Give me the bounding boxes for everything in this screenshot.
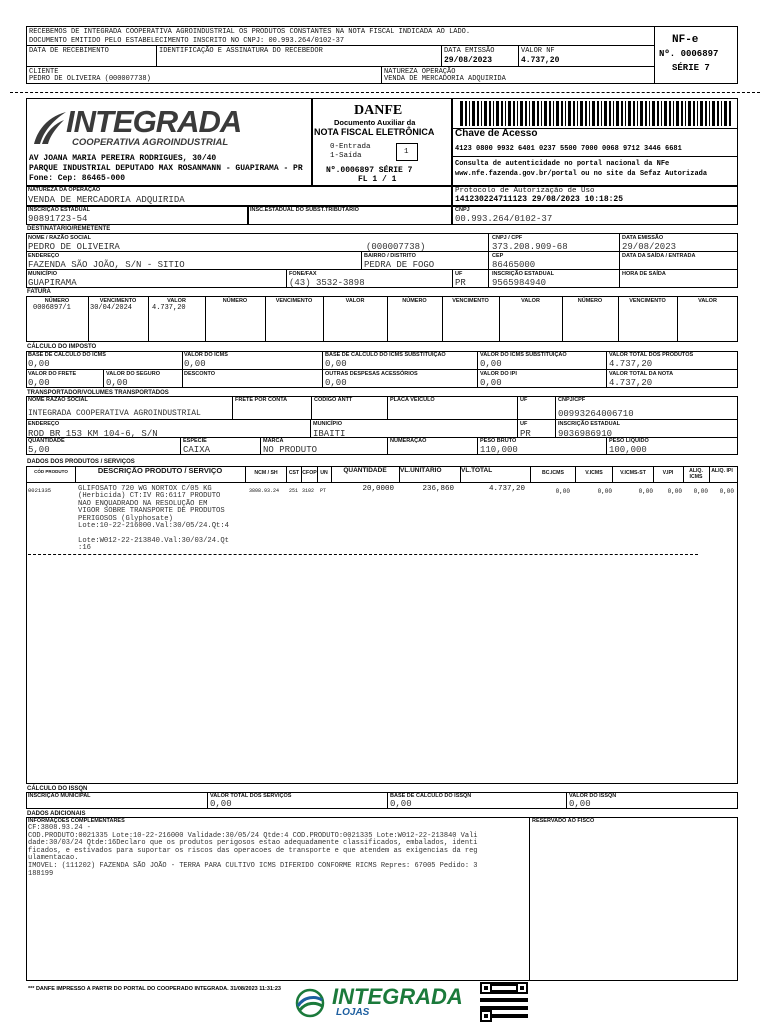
natureza-canhoto-value: VENDA DE MERCADORIA ADQUIRIDA: [384, 75, 506, 83]
hdr-ncm: NCM / SH: [254, 470, 278, 476]
issqn-bc-label: BASE DE CÁLCULO DO ISSQN: [390, 793, 472, 799]
fatura-valor-value: 4.737,20: [152, 304, 186, 312]
natureza-canhoto-label: NATUREZA OPERAÇÃO: [384, 68, 456, 76]
protocolo-label: Protocolo de Autorização de Uso: [455, 187, 595, 195]
hdr-cod: CÓD PRODUTO: [34, 469, 68, 474]
issqn-bc-value: 0,00: [390, 799, 412, 809]
dest-fone-value: (43) 3532-3898: [289, 278, 365, 288]
dest-fone-label: FONE/FAX: [289, 271, 317, 277]
issqn-v-serv-label: VALOR TOTAL DOS SERVIÇOS: [210, 793, 292, 799]
hdr-v-ipi: V.IPI: [662, 470, 674, 476]
item-ncm: 3808.93.24: [249, 488, 280, 494]
transp-endereco-label: ENDEREÇO: [28, 421, 60, 427]
v-ipi-value: 0,00: [480, 378, 502, 388]
v-frete-label: VALOR DO FRETE: [28, 371, 77, 377]
issqn-v-serv-value: 0,00: [210, 799, 232, 809]
v-st-label: VALOR DO ICMS SUBSTITUIÇÃO: [480, 352, 567, 358]
rodape-logo-sub: LOJAS: [336, 1007, 370, 1018]
nfe-numero: Nº. 0006897: [659, 49, 719, 59]
fatura-section: FATURA: [27, 289, 51, 295]
data-recebimento-label: DATA DE RECEBIMENTO: [29, 47, 109, 55]
danfe-folha: FL 1 / 1: [358, 175, 397, 184]
fatura-col-label: NÚMERO: [577, 298, 603, 304]
emitente-logo-sub: COOPERATIVA AGROINDUSTRIAL: [72, 137, 229, 148]
nfe-title: NF-e: [672, 34, 699, 46]
v-prod-label: VALOR TOTAL DOS PRODUTOS: [609, 352, 694, 358]
emitente-bairro: PARQUE INDUSTRIAL DEPUTADO MAX ROSANMANN - GUAPIRAMA - PR: [29, 164, 303, 173]
hdr-vl-total: VL.TOTAL: [461, 467, 493, 474]
transp-cnpj-value: 00993264006710: [558, 409, 634, 419]
transp-municipio-value: IBAITI: [313, 429, 346, 439]
chave-consulta2: www.nfe.fazenda.gov.br/portal ou no site da Sefaz Autorizada: [455, 170, 708, 178]
cliente-label: CLIENTE: [29, 68, 59, 76]
fatura-col-label: NÚMERO: [222, 298, 248, 304]
fatura-vencimento-value: 30/04/2024: [90, 304, 133, 312]
emitente-fone: Fone: Cep: 86465-000: [29, 174, 126, 183]
transp-ie-value: 9036986910: [558, 429, 613, 439]
transp-placa-label: PLACA VEÍCULO: [390, 397, 435, 403]
transp-ie-label: INSCRIÇÃO ESTADUAL: [558, 421, 620, 427]
reservado-fisco-label: RESERVADO AO FISCO: [532, 818, 595, 824]
dest-uf-label: UF: [455, 271, 463, 277]
chave-label: Chave de Acesso: [455, 128, 538, 139]
hdr-v-icms-st: V.ICMS-ST: [620, 470, 646, 476]
hdr-bc-icms: BC.ICMS: [542, 470, 564, 476]
hdr-descricao: DESCRIÇÃO PRODUTO / SERVIÇO: [97, 466, 223, 475]
fatura-numero-value: 0006897/1: [33, 304, 71, 312]
item-quantidade: 20,0000: [362, 485, 394, 493]
item-aliq-ipi: 0,00: [719, 488, 734, 495]
transp-uf2-label: UF: [520, 421, 528, 427]
v-prod-value: 4.737,20: [609, 359, 653, 369]
danfe-entrada: 0-Entrada: [330, 143, 371, 151]
v-ipi-label: VALOR DO IPI: [480, 371, 517, 377]
transp-frete-label: FRETE POR CONTA: [235, 397, 288, 403]
emitente-logo-text: INTEGRADA: [66, 104, 242, 139]
item-vl-unitario: 236,860: [422, 485, 454, 493]
fatura-col-label: VALOR: [167, 298, 186, 304]
hdr-vl-unitario: VL.UNITÁRIO: [400, 467, 442, 474]
identificacao-label: IDENTIFICAÇÃO E ASSINATURA DO RECEBEDOR: [159, 47, 323, 55]
transp-uf2-value: PR: [520, 429, 531, 439]
v-seguro-value: 0,00: [106, 378, 128, 388]
data-emissao-value: 29/08/2023: [444, 56, 493, 65]
ie-value: 90891723-54: [28, 214, 88, 224]
v-frete-value: 0,00: [28, 378, 50, 388]
transp-peso-bruto-label: PESO BRUTO: [480, 438, 517, 444]
dest-cnpj-value: 373.208.909-68: [492, 242, 568, 252]
ie-st-label: INSC.ESTADUAL DO SUBST.TRIBUTÁRIO: [250, 207, 359, 213]
canhoto-documento-emitido: DOCUMENTO EMITIDO PELO ESTABELECIMENTO INSCRITO NO CNPJ: 00.993.264/0102-37: [29, 37, 345, 45]
danfe-saida: 1-Saída: [330, 152, 362, 160]
danfe-subtitle: Documento Auxiliar da: [334, 118, 416, 127]
v-icms-value: 0,00: [184, 359, 206, 369]
transp-numeracao-label: NUMERAÇÃO: [390, 438, 427, 444]
issqn-v-value: 0,00: [569, 799, 591, 809]
dest-ie-value: 9565984940: [492, 278, 547, 288]
transp-endereco-value: ROD BR 153 KM 104-6, S/N: [28, 429, 158, 439]
issqn-im-label: INSCRIÇÃO MUNICIPAL: [28, 793, 91, 799]
v-st-value: 0,00: [480, 359, 502, 369]
outras-label: OUTRAS DESPESAS ACESSÓRIOS: [325, 371, 418, 377]
dest-data-saida-label: DATA DA SAÍDA / ENTRADA: [622, 253, 696, 259]
destinatario-section: DESTINATÁRIO/REMETENTE: [27, 226, 111, 232]
transportador-section: TRANSPORTADOR/VOLUMES TRANSPORTADOS: [27, 390, 169, 396]
valor-nf-value: 4.737,20: [521, 56, 560, 65]
transp-municipio-label: MUNICÍPIO: [313, 421, 343, 427]
qr-code-icon: [479, 982, 529, 1022]
fatura-col-label: VENCIMENTO: [452, 298, 489, 304]
integrada-logo-icon: [30, 108, 70, 148]
imposto-section: CÁLCULO DO IMPOSTO: [27, 344, 97, 350]
item-un: PT: [320, 488, 327, 494]
v-seguro-label: VALOR DO SEGURO: [106, 371, 160, 377]
info-complementares-text: CF:3808.93.24 - COD.PRODUTO:0021335 Lote:10-22-216000 Validade:30/05/24 Qtde:4 COD.PRODUTO:0021335 Lote:W012-22-213840 Vali dade:30/03/24 Qtde:16Declaro que os produtos perigosos estao adequadamente classificados, embalados, identi ficados, e estivados para suportar os riscos das operacoes de transporte e que atendem as exigencias da reg ulamentacao. IMOVEL: (111202) FAZENDA SÃO JOÃO - TERRA PARA CULTIVO ICMS DIFERIDO CONFORME RICMS Repres: 67005 Pedido: 3 188199: [28, 824, 478, 878]
dest-nome-label: NOME / RAZÃO SOCIAL: [28, 235, 91, 241]
nfe-serie: SÉRIE 7: [672, 63, 710, 73]
barcode-icon: [460, 101, 732, 126]
item-v-icms-st: 0,00: [638, 488, 653, 495]
adicionais-section: DADOS ADICIONAIS: [27, 811, 86, 817]
item-cfop: 3102: [302, 488, 315, 494]
item-descricao: GLIFOSATO 720 WG NORTOX C/05 KG (Herbicida) CT:IV RG:6117 PRODUTO NAO ENQUADRADO NA RESOLUÇÃO EM VIGOR SOBRE TRANSPORTE DE PRODUTOS PERIGOSOS (Glyphosate) Lote:10-22-216000.Val:30/05/24.Qt:4 Lote:W012-22-213840.Val:30/03/24.Qt :16: [78, 485, 229, 553]
data-emissao-label: DATA EMISSÃO: [444, 47, 495, 55]
bc-st-label: BASE DE CÁLCULO DO ICMS SUBSTITUIÇÃO: [325, 352, 446, 358]
natureza-value: VENDA DE MERCADORIA ADQUIRIDA: [28, 195, 185, 205]
transp-quantidade-value: 5,00: [28, 445, 50, 455]
dest-hora-label: HORA DE SAÍDA: [622, 271, 666, 277]
info-complementares-label: INFORMAÇÕES COMPLEMENTARES: [28, 818, 125, 824]
item-vl-total: 4.737,20: [488, 485, 525, 493]
hdr-v-icms: V.ICMS: [585, 470, 603, 476]
danfe-tipo: 1: [404, 148, 409, 156]
outras-value: 0,00: [325, 378, 347, 388]
dest-cep-value: 86465000: [492, 260, 536, 270]
canhoto-separator: [10, 92, 760, 93]
transp-nome-value: INTEGRADA COOPERATIVA AGROINDUSTRIAL: [28, 409, 201, 418]
dest-bairro-value: PEDRA DE FOGO: [364, 260, 435, 270]
hdr-aliq-ipi: ALIQ. IPI: [711, 468, 733, 474]
hdr-quantidade: QUANTIDADE: [343, 467, 387, 474]
bc-icms-label: BASE DE CÁLCULO DO ICMS: [28, 352, 106, 358]
fatura-col-label: VENCIMENTO: [99, 298, 137, 304]
transp-peso-liquido-value: 100,000: [609, 445, 647, 455]
dest-endereco-label: ENDEREÇO: [28, 253, 60, 259]
v-nota-value: 4.737,20: [609, 378, 653, 388]
dest-codigo-value: (000007738): [366, 242, 426, 252]
fatura-col-label: VALOR: [698, 298, 717, 304]
dest-uf-value: PR: [455, 278, 466, 288]
item-bc-icms: 0,00: [555, 488, 570, 495]
transp-marca-value: NO PRODUTO: [263, 445, 318, 455]
fatura-col-label: VENCIMENTO: [629, 298, 666, 304]
hdr-un: UN: [320, 470, 328, 476]
bc-st-value: 0,00: [325, 359, 347, 369]
chave-consulta: Consulta de autenticidade no portal nacional da NFe: [455, 160, 670, 168]
cliente-value: PEDRO DE OLIVEIRA (000007738): [29, 75, 151, 83]
fatura-col-label: VENCIMENTO: [275, 298, 313, 304]
fatura-col-label: NÚMERO: [44, 298, 70, 304]
transp-especie-value: CAIXA: [183, 445, 211, 455]
item-cst: 251: [289, 488, 299, 494]
cnpj-emitente-value: 00.993.264/0102-37: [455, 214, 553, 224]
issqn-section: CÁLCULO DO ISSQN: [27, 786, 88, 792]
item-v-ipi: 0,00: [667, 488, 682, 495]
emitente-endereco: AV JOANA MARIA PEREIRA RODRIGUES, 30/40: [29, 154, 217, 163]
fatura-col-label: VALOR: [521, 298, 540, 304]
dest-cnpj-label: CNPJ / CPF: [492, 235, 523, 241]
hdr-aliq-icms: ALIQ. ICMS: [689, 468, 703, 480]
natureza-label: NATUREZA DA OPERAÇÃO: [28, 187, 101, 193]
transp-nome-label: NOME RAZÃO SOCIAL: [28, 397, 88, 403]
canhoto-recebemos: RECEBEMOS DE INTEGRADA COOPERATIVA AGROINDUSTRIAL OS PRODUTOS CONSTANTES NA NOTA FISCAL INDICADA AO LADO.: [29, 28, 471, 36]
dest-cep-label: CEP: [492, 253, 504, 259]
desconto-label: DESCONTO: [184, 371, 216, 377]
transp-peso-bruto-value: 110,000: [480, 445, 518, 455]
transp-uf-label: UF: [520, 397, 528, 403]
dest-bairro-label: BAIRRO / DISTRITO: [364, 253, 416, 259]
danfe-title: DANFE: [354, 103, 403, 118]
dest-municipio-label: MUNICÍPIO: [28, 271, 58, 277]
transp-quantidade-label: QUANTIDADE: [28, 438, 65, 444]
item-v-icms: 0,00: [597, 488, 612, 495]
transp-especie-label: ESPÉCIE: [183, 438, 207, 444]
transp-cnpj-label: CNPJ/CPF: [558, 397, 586, 403]
cnpj-emitente-label: CNPJ: [455, 207, 470, 213]
issqn-v-label: VALOR DO ISSQN: [569, 793, 617, 799]
item-aliq-icms: 0,00: [693, 488, 708, 495]
dest-data-emissao-label: DATA EMISSÃO: [622, 235, 664, 241]
dest-municipio-value: GUAPIRAMA: [28, 278, 77, 288]
hdr-cst: CST: [288, 470, 300, 476]
valor-nf-label: VALOR NF: [521, 47, 555, 55]
rodape-texto: *** DANFE IMPRESSO A PARTIR DO PORTAL DO COOPERADO INTEGRADA. 31/08/2023 11:31:23: [28, 986, 281, 992]
rodape-logo-text: INTEGRADA: [332, 984, 463, 1009]
transp-marca-label: MARCA: [263, 438, 284, 444]
item-cod: 0021335: [28, 487, 52, 494]
fatura-col-label: VALOR: [345, 298, 365, 304]
transp-antt-label: CÓDIGO ANTT: [314, 397, 353, 403]
integrada-lojas-logo-icon: [290, 988, 330, 1018]
bc-icms-value: 0,00: [28, 359, 50, 369]
hdr-cfop: CFOP: [302, 470, 317, 476]
dest-ie-label: INSCRIÇÃO ESTADUAL: [492, 271, 554, 277]
danfe-subtitle2: NOTA FISCAL ELETRÔNICA: [314, 127, 435, 137]
produtos-section: DADOS DOS PRODUTOS / SERVIÇOS: [27, 459, 135, 465]
danfe-numero: Nº.0006897 SÉRIE 7: [326, 166, 413, 175]
dest-endereco-value: FAZENDA SÃO JOÃO, S/N - SITIO: [28, 260, 185, 270]
chave-valor: 4123 0800 9932 6401 0237 5500 7000 0068 9712 3446 6681: [455, 145, 682, 153]
v-nota-label: VALOR TOTAL DA NOTA: [609, 371, 674, 377]
dest-data-emissao-value: 29/08/2023: [622, 242, 677, 252]
dest-nome-value: PEDRO DE OLIVEIRA: [28, 242, 120, 252]
fatura-col-label: NÚMERO: [402, 298, 427, 304]
item-separator: [28, 554, 698, 555]
ie-label: INSCRIÇÃO ESTADUAL: [28, 207, 90, 213]
transp-peso-liquido-label: PESO LÍQUIDO: [609, 438, 649, 444]
v-icms-label: VALOR DO ICMS: [184, 352, 228, 358]
protocolo-value: 141230224711123 29/08/2023 10:18:25: [455, 195, 624, 204]
